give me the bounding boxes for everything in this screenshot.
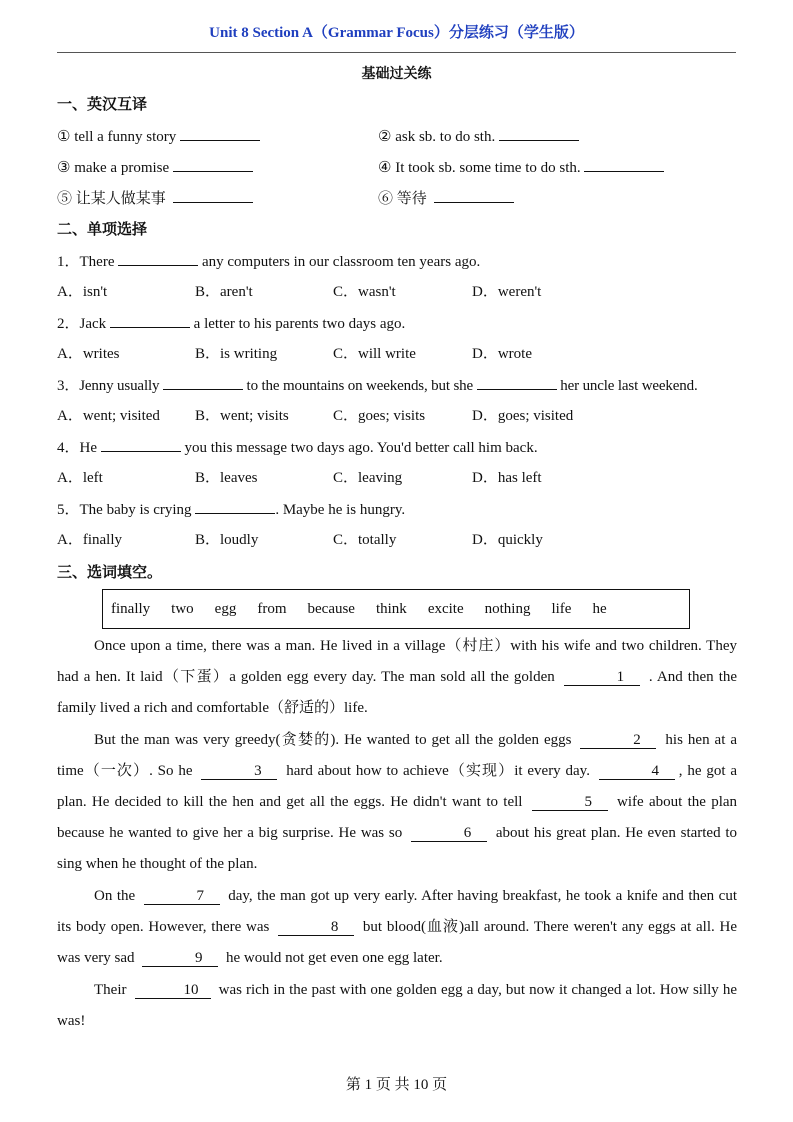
story-text: . And then the family lived a rich and comfortable（舒适的）life. xyxy=(57,669,738,716)
translate-item-text: ⑤ 让某人做某事 xyxy=(57,191,166,207)
section3-title: 三、选词填空。 xyxy=(57,563,163,581)
question-text: to the mountains on weekends, but she xyxy=(246,378,474,394)
q2-option-c[interactable]: C．will write xyxy=(333,346,416,362)
numbered-blank-5[interactable]: 5 xyxy=(532,794,608,811)
answer-blank[interactable] xyxy=(499,126,579,141)
numbered-blank-4[interactable]: 4 xyxy=(599,763,675,780)
answer-blank[interactable] xyxy=(173,157,253,172)
q2-option-d[interactable]: D．wrote xyxy=(472,346,532,362)
word-bank-item: nothing xyxy=(484,600,531,617)
story-text: but blood(血液)all around. There weren't any eggs at all. He was very sad xyxy=(57,919,738,966)
story-text: wife about the plan because he wanted to give her a big surprise. He was so xyxy=(57,794,738,841)
word-bank-item: think xyxy=(375,600,407,617)
numbered-blank-8[interactable]: 8 xyxy=(278,919,354,936)
word-bank-item: because xyxy=(307,600,355,617)
question-text: her uncle last weekend. xyxy=(560,378,698,394)
q5-option-b[interactable]: B．loudly xyxy=(195,532,259,548)
translate-item-2 xyxy=(378,126,579,147)
question-4 xyxy=(57,437,538,458)
answer-blank[interactable] xyxy=(434,188,514,203)
q1-option-d[interactable]: D．weren't xyxy=(472,284,542,300)
story-text: Once upon a time, there was a man. He lived in a village（村庄）with his wife and two children. They had a hen. It laid（下蛋）a golden egg every day. The man sold all the golden xyxy=(57,638,737,685)
answer-blank[interactable] xyxy=(477,375,557,390)
question-1 xyxy=(57,251,480,272)
question-text: 2．Jack xyxy=(57,316,107,332)
story-text: Their xyxy=(94,982,127,998)
translate-item-text: ② ask sb. to do sth. xyxy=(378,129,496,145)
q5-option-d[interactable]: D．quickly xyxy=(472,532,543,548)
translate-item-text: ③ make a promise xyxy=(57,160,170,176)
numbered-blank-10[interactable]: 10 xyxy=(135,982,211,999)
answer-blank[interactable] xyxy=(110,313,190,328)
page-header: Unit 8 Section A（Grammar Focus）分层练习（学生版） xyxy=(57,22,736,53)
story-text: hard about how to achieve（实现）it every day. xyxy=(286,763,590,779)
story-paragraph-3 xyxy=(57,881,737,974)
translate-item-text: ④ It took sb. some time to do sth. xyxy=(378,160,581,176)
answer-blank[interactable] xyxy=(584,157,664,172)
q2-option-b[interactable]: B．is writing xyxy=(195,346,278,362)
q3-option-c[interactable]: C．goes; visits xyxy=(333,408,426,424)
numbered-blank-7[interactable]: 7 xyxy=(144,888,220,905)
question-text: 5．The baby is crying xyxy=(57,502,192,518)
question-text: 1．There xyxy=(57,254,115,270)
question-text: . Maybe he is hungry. xyxy=(275,502,406,518)
translate-item-text: ⑥ 等待 xyxy=(378,191,427,207)
story-text: he would not get even one egg later. xyxy=(225,950,443,966)
translate-item-6 xyxy=(378,188,514,209)
numbered-blank-3[interactable]: 3 xyxy=(201,763,277,780)
word-bank-item: finally xyxy=(111,600,151,617)
translate-item-5 xyxy=(57,188,253,209)
q4-option-d[interactable]: D．has left xyxy=(472,470,542,486)
q2-option-a[interactable]: A．writes xyxy=(57,346,120,362)
word-bank-item: life xyxy=(551,600,572,617)
question-2 xyxy=(57,313,405,334)
story-text: , he got a plan. He decided to kill the hen and get all the eggs. He didn't want to tell xyxy=(57,763,738,810)
word-bank-item: excite xyxy=(427,600,464,617)
q4-option-b[interactable]: B．leaves xyxy=(195,470,258,486)
question-text: 4．He xyxy=(57,440,97,456)
q1-option-c[interactable]: C．wasn't xyxy=(333,284,396,300)
q3-option-d[interactable]: D．goes; visited xyxy=(472,408,574,424)
q4-option-c[interactable]: C．leaving xyxy=(333,470,403,486)
word-bank-item: he xyxy=(592,600,607,617)
q1-option-b[interactable]: B．aren't xyxy=(195,284,253,300)
answer-blank[interactable] xyxy=(163,375,243,390)
question-text: you this message two days ago. You'd better call him back. xyxy=(184,440,538,456)
numbered-blank-2[interactable]: 2 xyxy=(580,732,656,749)
question-text: a letter to his parents two days ago. xyxy=(193,316,406,332)
q4-option-a[interactable]: A．left xyxy=(57,470,103,486)
numbered-blank-1[interactable]: 1 xyxy=(564,669,640,686)
translate-item-4 xyxy=(378,157,664,178)
answer-blank[interactable] xyxy=(195,499,275,514)
q5-option-a[interactable]: A．finally xyxy=(57,532,122,548)
question-text: any computers in our classroom ten years ago. xyxy=(201,254,481,270)
answer-blank[interactable] xyxy=(101,437,181,452)
story-text: was rich in the past with one golden egg a day, but now it changed a lot. How silly he was! xyxy=(57,982,738,1029)
story-text: On the xyxy=(94,888,136,904)
answer-blank[interactable] xyxy=(180,126,260,141)
section2-title: 二、单项选择 xyxy=(57,220,148,238)
numbered-blank-6[interactable]: 6 xyxy=(411,825,487,842)
translate-item-3 xyxy=(57,157,253,178)
page-footer: 第 1 页 共 10 页 xyxy=(345,1077,448,1093)
main-title: 基础过关练 xyxy=(361,66,432,82)
translate-item-1 xyxy=(57,126,260,147)
answer-blank[interactable] xyxy=(173,188,253,203)
section1-title: 一、英汉互译 xyxy=(57,95,148,113)
word-bank xyxy=(102,589,690,629)
q1-option-a[interactable]: A．isn't xyxy=(57,284,108,300)
translate-item-text: ① tell a funny story xyxy=(57,129,177,145)
numbered-blank-9[interactable]: 9 xyxy=(142,950,218,967)
word-bank-item: from xyxy=(257,600,287,617)
story-text: day, the man got up very early. After having breakfast, he took a knife and then cut its body open. However, there was xyxy=(57,888,737,935)
q5-option-c[interactable]: C．totally xyxy=(333,532,397,548)
story-paragraph-4 xyxy=(57,975,737,1037)
story-paragraph-2 xyxy=(57,725,737,880)
q3-option-b[interactable]: B．went; visits xyxy=(195,408,289,424)
question-5 xyxy=(57,499,405,520)
story-text: But the man was very greedy(贪婪的). He wanted to get all the golden eggs xyxy=(94,732,572,748)
story-text: his hen at a time（一次）. So he xyxy=(57,732,738,779)
word-bank-item: egg xyxy=(214,600,237,617)
question-3 xyxy=(57,375,698,396)
word-bank-item: two xyxy=(171,600,194,617)
q3-option-a[interactable]: A．went; visited xyxy=(57,408,160,424)
story-paragraph-1 xyxy=(57,631,737,724)
question-text: 3．Jenny usually xyxy=(57,378,160,394)
answer-blank[interactable] xyxy=(118,251,198,266)
story-text: about his great plan. He even started to sing when he thought of the plan. xyxy=(57,825,738,872)
